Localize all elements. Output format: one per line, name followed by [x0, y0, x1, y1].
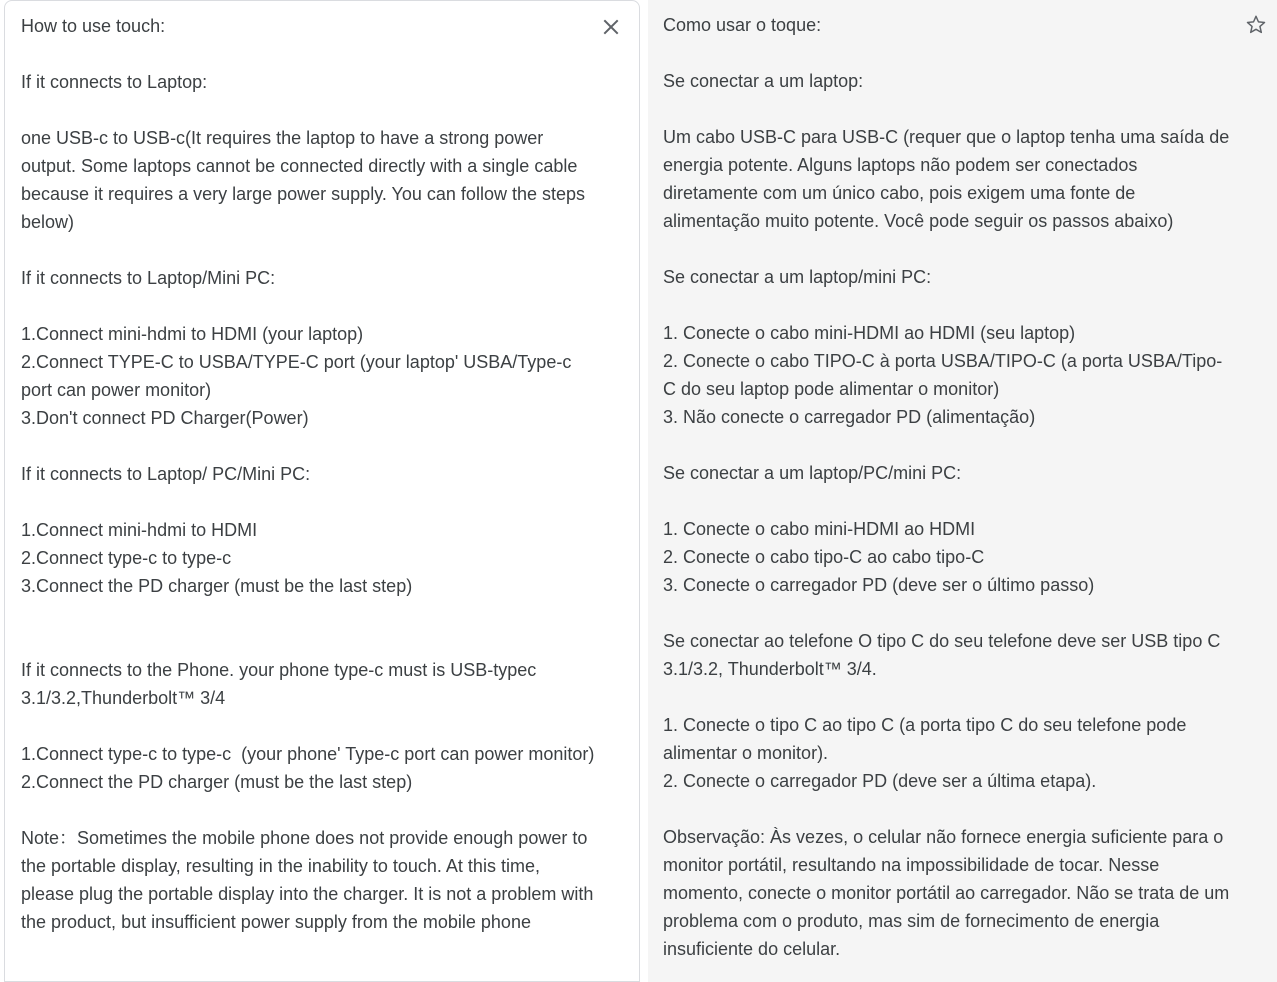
- source-text[interactable]: How to use touch: If it connects to Laptop: one USB-c to USB-c(It requires the laptop to have a strong power output. Some laptops cannot be connected directly with a single cable because it requires a very large power supply. You can follow the steps below) If it connects to Laptop/Mini PC: 1.Connect mini-hdmi to HDMI (your laptop) 2.Connect TYPE-C to USBA/TYPE-C port (your laptop' USBA/Type-c port can power monitor) 3.Don't connect PD Charger(Power) If it connects to Laptop/ PC/Mini PC: 1.Connect mini-hdmi to HDMI 2.Connect type-c to type-c 3.Connect the PD charger (must be the last step) If it connects to the Phone. your phone type-c must is USB-typec 3.1/3.2,Thunderbolt™ 3/4 1.Connect type-c to type-c (your phone' Type-c port can power monitor) 2.Connect the PD charger (must be the last step) Note：Sometimes the mobile phone does not provide enough power to the portable display, resulting in the inability to touch. At this time, please plug the portable display into the charger. It is not a problem with the product, but insufficient power supply from the mobile phone: [21, 16, 595, 932]
- clear-source-button[interactable]: [597, 13, 625, 41]
- source-text-pane[interactable]: [4, 0, 640, 982]
- close-icon: [602, 18, 620, 36]
- translated-text: Como usar o toque: Se conectar a um laptop: Um cabo USB-C para USB-C (requer que o laptop tenha uma saída de energia potente. Alguns laptops não podem ser conectados diretamente com um único cabo, pois exigem uma fonte de alimentação muito potente. Você pode seguir os passos abaixo) Se conectar a um laptop/mini PC: 1. Conecte o cabo mini-HDMI ao HDMI (seu laptop) 2. Conecte o cabo TIPO-C à porta USBA/TIPO-C (a porta USBA/Tipo-C do seu laptop pode alimentar o monitor) 3. Não conecte o carregador PD (alimentação) Se conectar a um laptop/PC/mini PC: 1. Conecte o cabo mini-HDMI ao HDMI 2. Conecte o cabo tipo-C ao cabo tipo-C 3. Conecte o carregador PD (deve ser o último passo) Se conectar ao telefone O tipo C do seu telefone deve ser USB tipo C 3.1/3.2, Thunderbolt™ 3/4. 1. Conecte o tipo C ao tipo C (a porta tipo C do seu telefone pode alimentar o monitor). 2. Conecte o carregador PD (deve ser a última etapa). Observação: Às vezes, o celular não fornece energia suficiente para o monitor portátil, resultando na impossibilidade de tocar. Nesse momento, conecte o monitor portátil ao carregador. Não se trata de um problema com o produto, mas sim de fornecimento de energia insuficiente do celular.: [663, 15, 1230, 959]
- translation-pane: [648, 0, 1277, 982]
- star-outline-icon: [1245, 14, 1267, 36]
- save-translation-button[interactable]: [1243, 12, 1269, 38]
